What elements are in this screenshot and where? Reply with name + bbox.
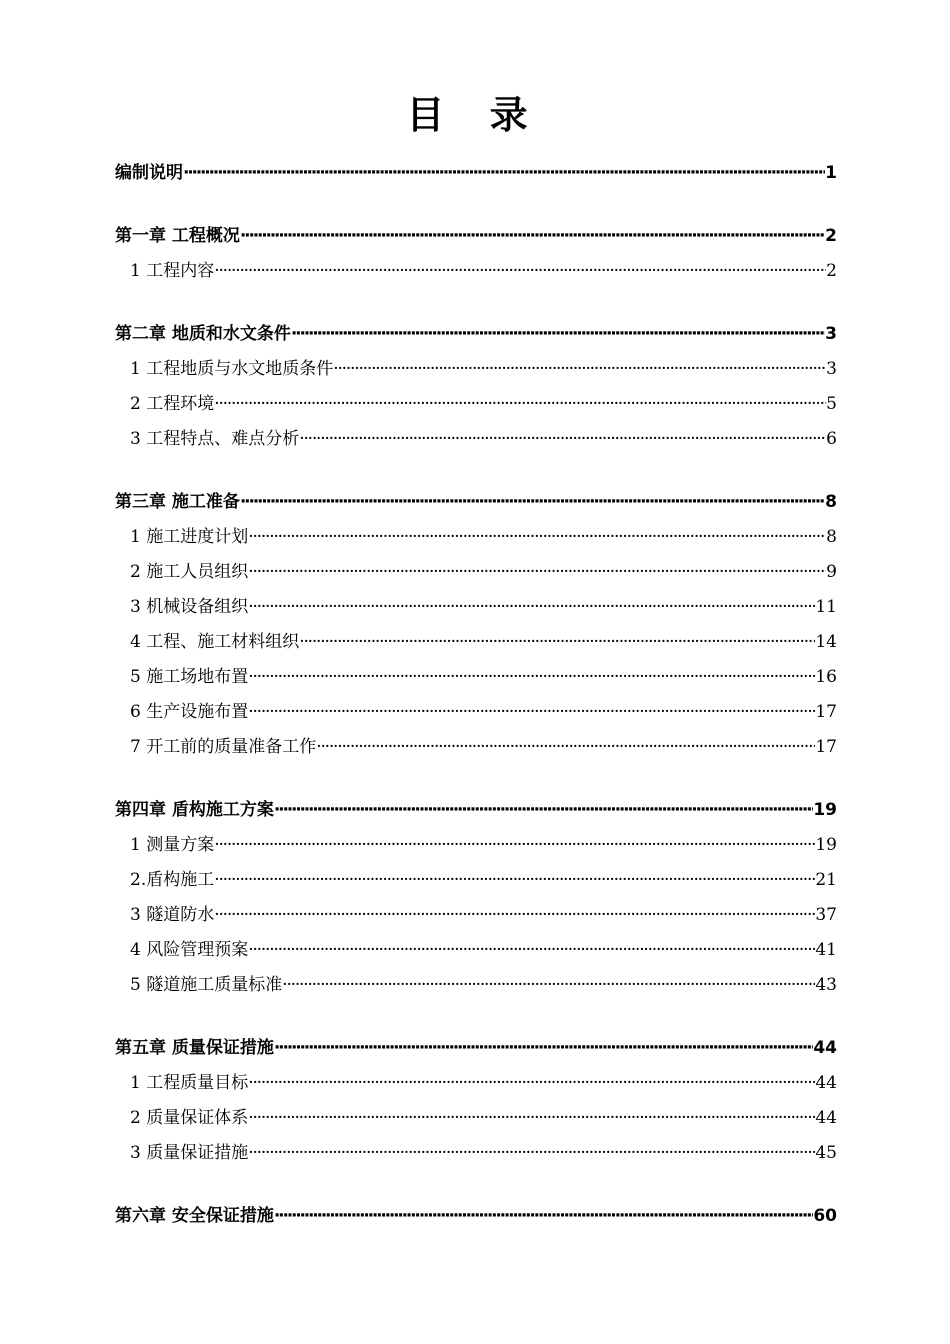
toc-entry-label: 编制说明	[115, 163, 183, 183]
toc-entry-label: 第四章 盾构施工方案	[115, 800, 274, 820]
toc-section-entry[interactable]	[115, 625, 837, 660]
toc-entry-page-number: 6	[826, 429, 837, 449]
toc-section-entry[interactable]	[115, 863, 837, 898]
dot-leader	[248, 1066, 815, 1101]
toc-section-entry[interactable]	[115, 933, 837, 968]
toc-entry-page-number: 5	[826, 394, 837, 414]
toc-entry-label: 2 施工人员组织	[130, 562, 249, 582]
toc-entry-label: 第二章 地质和水文条件	[115, 324, 291, 344]
toc-entry-page-number: 2	[826, 261, 837, 281]
toc-entry-page-number: 14	[815, 632, 837, 652]
toc-entry-label: 第三章 施工准备	[115, 492, 240, 512]
dot-leader	[240, 219, 825, 254]
toc-entry-label: 7 开工前的质量准备工作	[130, 737, 317, 757]
toc-entry-page-number: 44	[815, 1073, 837, 1093]
toc-section-entry[interactable]	[115, 1136, 837, 1171]
toc-chapter-entry[interactable]	[115, 1031, 837, 1066]
dot-leader	[274, 793, 813, 828]
toc-entry-page-number: 3	[826, 359, 837, 379]
toc-section-entry[interactable]	[115, 968, 837, 1003]
toc-section-entry[interactable]	[115, 254, 837, 289]
toc-entry-label: 2.盾构施工	[130, 870, 215, 890]
toc-chapter-entry[interactable]	[115, 485, 837, 520]
toc-entry-label: 1 工程内容	[130, 261, 215, 281]
toc-chapter-entry[interactable]	[115, 219, 837, 254]
toc-section-entry[interactable]	[115, 730, 837, 765]
dot-leader	[248, 695, 815, 730]
toc-entry-label: 1 工程地质与水文地质条件	[130, 359, 334, 379]
toc-entry-page-number: 3	[825, 324, 837, 344]
toc-entry-label: 2 质量保证体系	[130, 1108, 249, 1128]
toc-entry-label: 3 质量保证措施	[130, 1143, 249, 1163]
dot-leader	[333, 352, 826, 387]
toc-entry-label: 6 生产设施布置	[130, 702, 249, 722]
toc-entry-page-number: 45	[815, 1143, 837, 1163]
dot-leader	[248, 1136, 815, 1171]
dot-leader	[282, 968, 815, 1003]
toc-section-entry[interactable]	[115, 660, 837, 695]
table-of-contents	[115, 156, 837, 1234]
toc-section-entry[interactable]	[115, 1066, 837, 1101]
toc-section-entry[interactable]	[115, 898, 837, 933]
page-title: 目 录	[406, 92, 544, 137]
dot-leader	[248, 590, 815, 625]
toc-entry-label: 3 隧道防水	[130, 905, 215, 925]
dot-leader	[214, 863, 815, 898]
toc-chapter-entry[interactable]	[115, 1199, 837, 1234]
toc-entry-label: 2 工程环境	[130, 394, 215, 414]
toc-chapter-entry[interactable]	[115, 156, 837, 191]
toc-section-entry[interactable]	[115, 828, 837, 863]
toc-entry-page-number: 2	[825, 226, 837, 246]
toc-entry-label: 3 工程特点、难点分析	[130, 429, 300, 449]
toc-section-entry[interactable]	[115, 555, 837, 590]
toc-section-entry[interactable]	[115, 590, 837, 625]
dot-leader	[214, 387, 826, 422]
toc-entry-page-number: 41	[815, 940, 837, 960]
dot-leader	[183, 156, 825, 191]
toc-entry-page-number: 19	[815, 835, 837, 855]
toc-entry-page-number: 19	[813, 800, 837, 820]
toc-chapter-entry[interactable]	[115, 793, 837, 828]
dot-leader	[316, 730, 815, 765]
toc-entry-label: 1 工程质量目标	[130, 1073, 249, 1093]
toc-entry-label: 1 测量方案	[130, 835, 215, 855]
toc-section-entry[interactable]	[115, 520, 837, 555]
toc-entry-page-number: 60	[813, 1206, 837, 1226]
toc-entry-page-number: 16	[815, 667, 837, 687]
dot-leader	[214, 828, 815, 863]
dot-leader	[274, 1031, 813, 1066]
dot-leader	[299, 422, 826, 457]
toc-entry-label: 第六章 安全保证措施	[115, 1206, 274, 1226]
toc-entry-label: 1 施工进度计划	[130, 527, 249, 547]
dot-leader	[248, 1101, 815, 1136]
toc-entry-label: 4 工程、施工材料组织	[130, 632, 300, 652]
dot-leader	[248, 933, 815, 968]
toc-entry-page-number: 44	[813, 1038, 837, 1058]
dot-leader	[274, 1199, 813, 1234]
toc-entry-label: 5 施工场地布置	[130, 667, 249, 687]
dot-leader	[240, 485, 825, 520]
toc-entry-label: 第五章 质量保证措施	[115, 1038, 274, 1058]
dot-leader	[299, 625, 815, 660]
toc-entry-label: 第一章 工程概况	[115, 226, 240, 246]
toc-section-entry[interactable]	[115, 387, 837, 422]
toc-entry-page-number: 43	[815, 975, 837, 995]
dot-leader	[291, 317, 825, 352]
dot-leader	[214, 254, 826, 289]
toc-entry-page-number: 37	[815, 905, 837, 925]
toc-entry-page-number: 21	[815, 870, 837, 890]
toc-entry-label: 4 风险管理预案	[130, 940, 249, 960]
toc-entry-page-number: 8	[826, 527, 837, 547]
toc-entry-page-number: 44	[815, 1108, 837, 1128]
toc-section-entry[interactable]	[115, 1101, 837, 1136]
toc-entry-page-number: 17	[815, 737, 837, 757]
toc-section-entry[interactable]	[115, 422, 837, 457]
toc-section-entry[interactable]	[115, 695, 837, 730]
toc-section-entry[interactable]	[115, 352, 837, 387]
dot-leader	[248, 660, 815, 695]
toc-entry-page-number: 1	[825, 163, 837, 183]
dot-leader	[248, 520, 826, 555]
toc-entry-page-number: 9	[826, 562, 837, 582]
dot-leader	[248, 555, 826, 590]
toc-entry-page-number: 8	[825, 492, 837, 512]
toc-entry-page-number: 11	[815, 597, 837, 617]
toc-entry-page-number: 17	[815, 702, 837, 722]
dot-leader	[214, 898, 815, 933]
toc-chapter-entry[interactable]	[115, 317, 837, 352]
toc-entry-label: 5 隧道施工质量标准	[130, 975, 283, 995]
toc-entry-label: 3 机械设备组织	[130, 597, 249, 617]
